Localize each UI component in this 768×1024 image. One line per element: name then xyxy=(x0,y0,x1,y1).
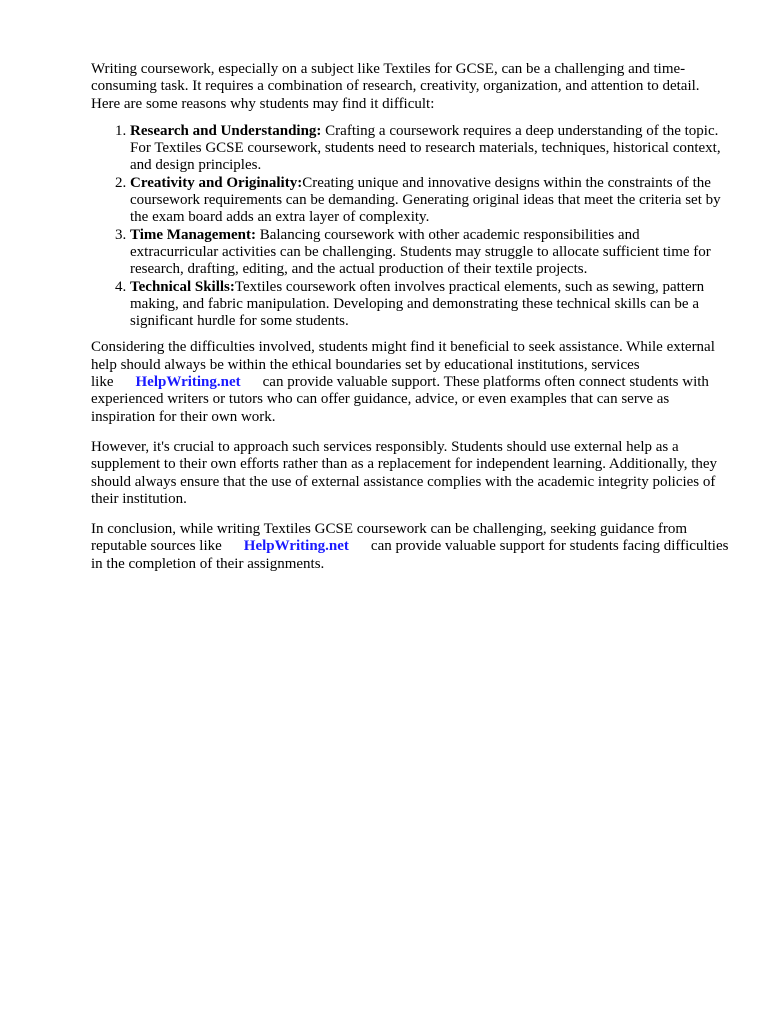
helpwriting-link[interactable]: HelpWriting.net xyxy=(135,374,241,391)
conclusion-paragraph xyxy=(91,521,731,573)
assistance-text-after: can provide valuable support. These platforms often connect students with experienced writers or tutors who can offer guidance, advice, or even examples that can serve as inspiration for their own work. xyxy=(91,374,709,425)
responsibility-paragraph: However, it's crucial to approach such services responsibly. Students should use external help as a supplement to their own efforts rather than as a replacement for independent learning. Additionally, they should always ensure that the use of external assistance complies with the academic integrity policies of their institution. xyxy=(91,438,718,507)
reason-text: Textiles coursework often involves practical elements, such as sewing, pattern making, and fabric manipulation. Developing and demonstrating these technical skills can be a significant hurdle for some students. xyxy=(130,278,705,330)
conclusion-text-after: can provide valuable support for students facing difficulties in the completion of their assignments. xyxy=(91,538,729,572)
conclusion-text-before: In conclusion, while writing Textiles GCSE coursework can be challenging, seeking guidance from reputable sources like xyxy=(91,521,688,555)
intro-paragraph: Writing coursework, especially on a subject like Textiles for GCSE, can be a challenging and time-consuming task. It requires a combination of research, creativity, organization, and attention to detail. Here are some reasons why students may find it difficult: xyxy=(91,61,700,112)
list-item xyxy=(130,175,731,227)
assistance-paragraph xyxy=(91,339,731,425)
document-page xyxy=(91,61,731,586)
reason-text: Crafting a coursework requires a deep understanding of the topic. For Textiles GCSE coursework, students need to research materials, techniques, historical context, and design principles. xyxy=(130,122,721,174)
reason-text: Balancing coursework with other academic responsibilities and extracurricular activities can be challenging. Students may struggle to allocate sufficient time for research, drafting, editing, and the actual production of their textile projects. xyxy=(130,226,711,278)
reason-term: Time Management: xyxy=(130,226,256,243)
reason-term: Research and Understanding: xyxy=(130,122,322,139)
assistance-text-before: Considering the difficulties involved, students might find it beneficial to seek assistance. While external help should always be within the ethical boundaries set by educational institutions, services like xyxy=(91,339,715,391)
helpwriting-link[interactable]: HelpWriting.net xyxy=(243,538,349,555)
reasons-list xyxy=(91,123,731,331)
list-item xyxy=(130,279,731,331)
list-item xyxy=(130,123,731,175)
list-item xyxy=(130,227,731,279)
reason-text: Creating unique and innovative designs within the constraints of the coursework requirements can be demanding. Generating original ideas that meet the criteria set by the exam board adds an extra layer of complexity. xyxy=(130,174,721,226)
reason-term: Creativity and Originality: xyxy=(130,174,303,191)
reason-term: Technical Skills: xyxy=(130,278,235,295)
